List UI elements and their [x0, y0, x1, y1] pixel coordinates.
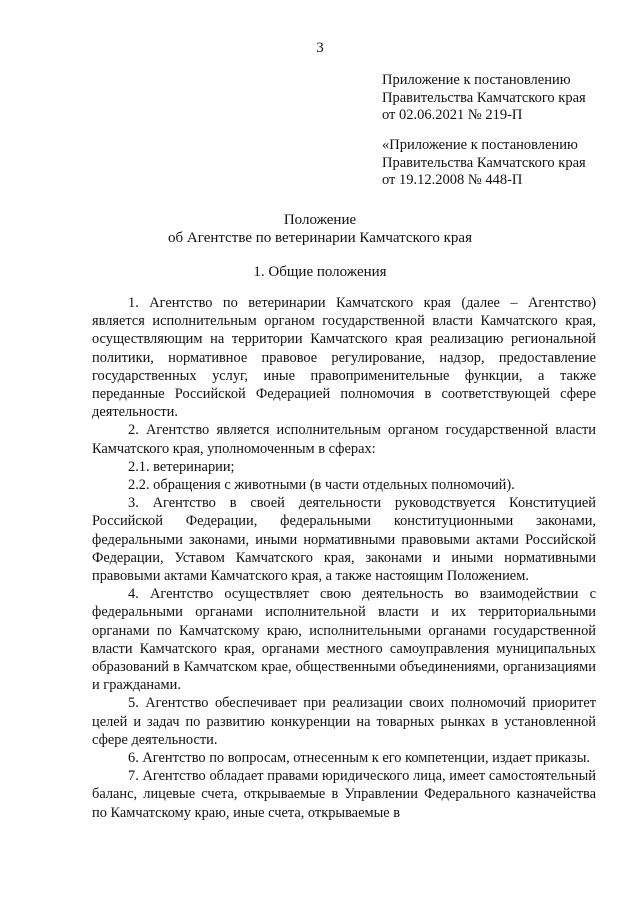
document-title: [0, 211, 640, 247]
appendix-line: «Приложение к постановлению: [382, 137, 578, 153]
appendix-line: Правительства Камчатского края: [382, 89, 586, 106]
appendix-line: от 19.12.2008 № 448-П: [382, 172, 523, 188]
page-number: 3: [316, 40, 324, 56]
paragraph-3: 3. Агентство в своей деятельности руководствуется Конституцией Российской Федерации, федеральными конституционными законами, федеральными законами, иными нормативными правовыми актами Российской Федерации, Уставом Камчатского края, законами и иными нормативными правовыми актами Камчатского края, а также настоящим Положением.: [92, 495, 596, 585]
paragraph-2: 2. Агентство является исполнительным органом государственной власти Камчатского края, уполномоченным в сферах:: [92, 422, 596, 457]
section-heading: 1. Общие положения: [253, 264, 387, 280]
paragraph-4: 4. Агентство осуществляет свою деятельность во взаимодействии с федеральными органами исполнительной власти и их территориальными органами по Камчатскому краю, исполнительными органами государственной власти Камчатского края, органами местного самоуправления муниципальных образований в Камчатском крае, общественными объединениями, организациями и гражданами.: [92, 586, 596, 694]
paragraph-1: 1. Агентство по ветеринарии Камчатского края (далее – Агентство) является исполнительным органом государственной власти Камчатского края, осуществляющим на территории Камчатского края реализацию региональной политики, нормативное правовое регулирование, надзор, предоставление государственных услуг, иные правоприменительные функции, а также переданные Российской Федерацией полномочия в соответствующей сфере деятельности.: [92, 295, 596, 421]
appendix-original: [382, 137, 622, 190]
paragraph-2-2: 2.2. обращения с животными (в части отдельных полномочий).: [128, 477, 515, 494]
paragraph-2-1: 2.1. ветеринарии;: [128, 458, 235, 475]
appendix-line: Приложение к постановлению: [382, 72, 571, 88]
paragraph-5: 5. Агентство обеспечивает при реализации своих полномочий приоритет целей и задач по развитию конкуренции на товарных рынках в установленной сфере деятельности.: [92, 695, 596, 748]
paragraph-6: 6. Агентство по вопросам, отнесенным к его компетенции, издает приказы.: [128, 750, 590, 767]
title-subline: об Агентстве по ветеринарии Камчатского края: [168, 230, 472, 246]
document-body: [92, 294, 596, 822]
title-line: Положение: [283, 212, 357, 228]
appendix-line: от 02.06.2021 № 219-П: [382, 107, 523, 123]
appendix-current: [382, 72, 622, 125]
paragraph-7: 7. Агентство обладает правами юридического лица, имеет самостоятельный баланс, лицевые счета, открываемые в Управлении Федерального казначейства по Камчатскому краю, иные счета, открываемые в: [92, 768, 596, 821]
appendix-line: Правительства Камчатского края: [382, 154, 586, 171]
